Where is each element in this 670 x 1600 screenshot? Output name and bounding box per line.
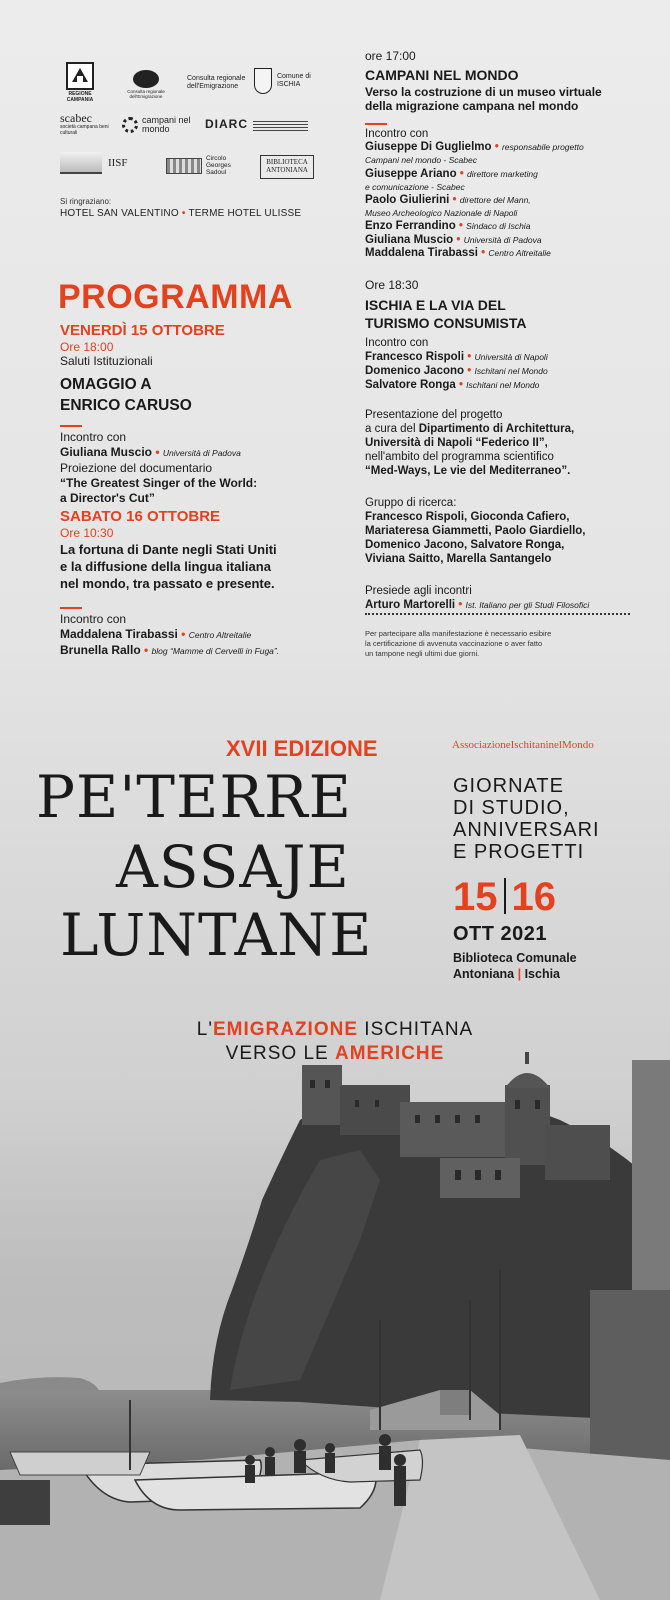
bullet: • (477, 246, 489, 259)
title-line1: PE'TERRE (36, 763, 353, 831)
venue-line2 (453, 966, 577, 982)
comune-crest-icon (254, 68, 272, 94)
bullet: • (455, 599, 466, 611)
day1-date: VENERDÌ 15 OTTOBRE (60, 322, 225, 339)
iisf-building-icon (60, 152, 102, 174)
research-line2: Mariateresa Giammetti, Paolo Giardiello, (365, 525, 586, 537)
bullet: • (464, 365, 475, 377)
tagline-b: EMIGRAZIONE (212, 1019, 359, 1040)
day1-time: Ore 18:00 (60, 340, 114, 354)
s1-p6-role: Centro Altreitalie (488, 247, 551, 258)
consulta-small-logo (118, 70, 174, 100)
event-dates (453, 875, 556, 920)
comune-ischia-logo (254, 68, 324, 94)
giornate-line4: E PROGETTI (453, 841, 585, 863)
date-separator (504, 878, 506, 914)
s1-sub-line2: della migrazione campana nel mondo (365, 99, 579, 113)
s1-p6: Maddalena Tirabassi (365, 246, 478, 259)
programma-title: PROGRAMMA (58, 278, 293, 316)
castle-photo (0, 1040, 670, 1600)
giornate-line2: DI STUDIO, (453, 797, 570, 819)
s2-meeting: Incontro con (365, 337, 429, 349)
s1-time: ore 17:00 (365, 49, 416, 63)
s1-p3-row (365, 194, 584, 207)
consulta-swirl-icon (133, 70, 159, 88)
campani-label: campani nel mondo (141, 115, 191, 134)
s2-speakers (365, 336, 548, 392)
tagline-c: ISCHITANA (358, 1019, 474, 1040)
project-line5: “Med-Ways, Le vie del Mediterraneo”. (365, 465, 571, 477)
day2-meeting: Incontro con (60, 612, 127, 626)
project-line1: Presentazione del progetto (365, 409, 503, 421)
s2-p3: Salvatore Ronga (365, 379, 456, 391)
s1-p1-role2: Campani nel mondo - Scabec (365, 155, 477, 166)
tagline-line2 (0, 1042, 670, 1066)
s2-title-line1: ISCHIA E LA VIA DEL (365, 297, 506, 313)
s1-p2-row (365, 168, 584, 181)
divider (60, 425, 82, 427)
day1-speaker-role: Università di Padova (162, 448, 241, 458)
project-line2 (365, 422, 574, 436)
project-line2a: a cura del (365, 423, 419, 435)
campani-nel-mondo-logo (122, 116, 197, 134)
bullet: • (140, 643, 152, 657)
note-line2: la certificazione di avvenuta vaccinazione o aver fatto (365, 639, 543, 648)
day2-speaker1-role: Centro Altreitalie (188, 630, 252, 640)
research-label: Gruppo di ricerca: (365, 497, 457, 509)
note-line3: un tampone negli ultimi due giorni. (365, 649, 480, 658)
consulta-small-label: Consulta regionale dell'Emigrazione (127, 89, 165, 99)
regione-label: REGIONE CAMPANIA (66, 91, 94, 103)
s1-p1-role: responsabile progetto (501, 142, 584, 153)
s2-p1-row (365, 350, 548, 364)
tagline-line1 (0, 1018, 670, 1042)
s1-p4-row (365, 220, 584, 233)
tagline-e: AMERICHE (334, 1043, 445, 1064)
day2-topic-line2: e la diffusione della lingua italiana (60, 559, 271, 574)
s2-p2-row (365, 364, 548, 378)
s1-p5: Giuliana Muscio (365, 233, 454, 246)
s2-p3-row (365, 378, 548, 392)
s1-subtitle (365, 85, 602, 113)
giornate-line1: GIORNATE (453, 775, 564, 797)
bullet: • (464, 351, 475, 363)
title-line2: ASSAJE (116, 833, 350, 901)
scabec-label: scabec (60, 111, 92, 125)
chair-name: Arturo Martorelli (365, 599, 456, 611)
circolo-logo (166, 155, 244, 176)
project-line3: Università di Napoli “Federico II”, (365, 437, 548, 449)
s2-title-line2: TURISMO CONSUMISTA (365, 315, 527, 331)
s1-p1: Giuseppe Di Guglielmo (365, 141, 492, 154)
s1-p1-row (365, 141, 584, 154)
s1-p2-role2: e comunicazione - Scabec (365, 181, 465, 192)
s1-p6-row (365, 247, 584, 260)
s2-p3-role: Ischitani nel Mondo (466, 380, 540, 390)
consulta-label: Consulta regionale dell'Emigrazione (187, 75, 246, 90)
tagline-d: VERSO LE (225, 1043, 335, 1064)
covid-note (365, 629, 551, 659)
bullet: • (181, 208, 189, 219)
day1-details (60, 430, 257, 506)
hotel-2: TERME HOTEL ULISSE (188, 208, 302, 219)
s2-p1: Francesco Rispoli (365, 351, 465, 363)
s1-speakers (365, 128, 584, 260)
research-block (365, 496, 586, 566)
bullet: • (491, 141, 502, 154)
day1-title-line1: OMAGGIO A (60, 376, 152, 393)
day2-speaker1-row (60, 627, 279, 643)
day2-topic (60, 541, 277, 592)
chair-label: Presiede agli incontri (365, 585, 472, 597)
divider (365, 123, 387, 125)
research-line4: Viviana Saitto, Marella Santangelo (365, 553, 552, 565)
day1-projection: Proiezione del documentario (60, 461, 213, 475)
emigration-tagline (0, 1018, 670, 1066)
s1-p3: Paolo Giulierini (365, 194, 450, 207)
s1-p4: Enzo Ferrandino (365, 220, 456, 233)
s2-p2: Domenico Jacono (365, 365, 465, 377)
chair-row (365, 598, 589, 612)
chair-role: Ist. Italiano per gli Studi Filosofici (465, 600, 590, 610)
research-line1: Francesco Rispoli, Gioconda Cafiero, (365, 511, 570, 523)
comune-label: Comune di ISCHIA (276, 73, 311, 88)
bullet: • (455, 220, 467, 233)
s1-p3-role: direttore del Mann, (459, 195, 531, 206)
consulta-logo (187, 75, 247, 90)
day2-speaker1: Maddalena Tirabassi (60, 627, 178, 641)
regione-emblem-icon (66, 62, 94, 90)
s1-p4-role: Sindaco di Ischia (466, 221, 531, 232)
s2-p1-role: Università di Napoli (474, 352, 548, 362)
diarc-text-lines (253, 121, 308, 131)
day2-speaker2: Brunella Rallo (60, 643, 141, 657)
venue-name: Antoniana (453, 967, 515, 981)
project-block (365, 408, 574, 478)
project-line2b: Dipartimento di Architettura, (418, 423, 575, 435)
day1-speaker-row (60, 445, 257, 461)
day2-details (60, 612, 279, 659)
bullet: • (455, 379, 467, 391)
research-line3: Domenico Jacono, Salvatore Ronga, (365, 539, 565, 551)
dotted-divider (365, 613, 630, 615)
bullet: • (453, 233, 464, 246)
scabec-sub-label: società campana beni culturali (60, 124, 109, 136)
s1-p5-row (365, 234, 584, 247)
iisf-logo (60, 152, 155, 174)
bullet: • (456, 167, 468, 180)
divider (60, 607, 82, 609)
s1-p2: Giuseppe Ariano (365, 167, 457, 180)
giornate-line3: ANNIVERSARI (453, 819, 600, 841)
association-name: AssociazioneIschitaninelMondo (452, 739, 594, 751)
hotel-1: HOTEL SAN VALENTINO (60, 208, 179, 219)
day1-greeting: Saluti Istituzionali (60, 354, 153, 368)
venue-block (453, 950, 577, 982)
iisf-label: IISF (107, 156, 128, 169)
regione-campania-logo (60, 62, 100, 103)
venue-separator: | (514, 967, 525, 981)
thanks-label: Si ringraziano: (60, 197, 112, 206)
day1-title-line2: ENRICO CARUSO (60, 397, 192, 414)
day1-speaker: Giuliana Muscio (60, 445, 153, 459)
s1-p2-role: direttore marketing (467, 168, 538, 179)
bullet: • (152, 445, 163, 459)
day2-speaker2-role: blog “Mamme di Cervelli in Fuga”. (151, 646, 280, 656)
scabec-logo (60, 112, 110, 136)
day1-meeting: Incontro con (60, 430, 127, 444)
day2-date: SABATO 16 OTTOBRE (60, 508, 221, 525)
day2-topic-line1: La fortuna di Dante negli Stati Uniti (60, 542, 277, 557)
title-line3: LUNTANE (60, 901, 373, 969)
venue-town: Ischia (524, 967, 560, 981)
biblioteca-label: BIBLIOTECA ANTONIANA (266, 158, 308, 174)
s2-time: Ore 18:30 (365, 278, 419, 292)
circolo-film-icon (166, 158, 202, 174)
diarc-label: DIARC (205, 117, 248, 131)
day2-speaker2-row (60, 643, 279, 659)
date-day-b: 16 (511, 875, 556, 919)
thanks-hotels (60, 208, 301, 219)
s1-meeting: Incontro con (365, 128, 429, 140)
day2-time: Ore 10:30 (60, 526, 114, 540)
campani-dots-icon (122, 117, 138, 133)
date-day-a: 15 (453, 875, 498, 919)
edition-label: XVII EDIZIONE (226, 736, 378, 761)
bullet: • (449, 194, 460, 207)
circolo-label: Circolo Georges Sadoul (205, 155, 231, 177)
s1-p5-role: Università di Padova (463, 234, 542, 245)
biblioteca-logo (260, 155, 314, 179)
project-line4: nell'ambito del programma scientifico (365, 451, 554, 463)
s1-p3-role2: Museo Archeologico Nazionale di Napoli (365, 208, 518, 219)
diarc-logo (205, 118, 315, 131)
s1-title: CAMPANI NEL MONDO (365, 67, 519, 83)
event-month: OTT 2021 (453, 923, 548, 945)
day1-film-line2: a Director's Cut” (60, 491, 155, 505)
day1-event-title (60, 374, 192, 416)
venue-line1: Biblioteca Comunale (453, 951, 577, 965)
bullet: • (177, 627, 189, 641)
day2-topic-line3: nel mondo, tra passato e presente. (60, 576, 275, 591)
s1-sub-line1: Verso la costruzione di un museo virtuale (365, 85, 602, 99)
tagline-a: L' (196, 1019, 213, 1040)
day1-film-line1: “The Greatest Singer of the World: (60, 476, 258, 490)
s2-title (365, 296, 527, 332)
giornate-block (453, 775, 600, 863)
s2-p2-role: Ischitani nel Mondo (474, 366, 548, 376)
chair-block (365, 584, 589, 612)
note-line1: Per partecipare alla manifestazione è necessario esibire (365, 629, 552, 638)
